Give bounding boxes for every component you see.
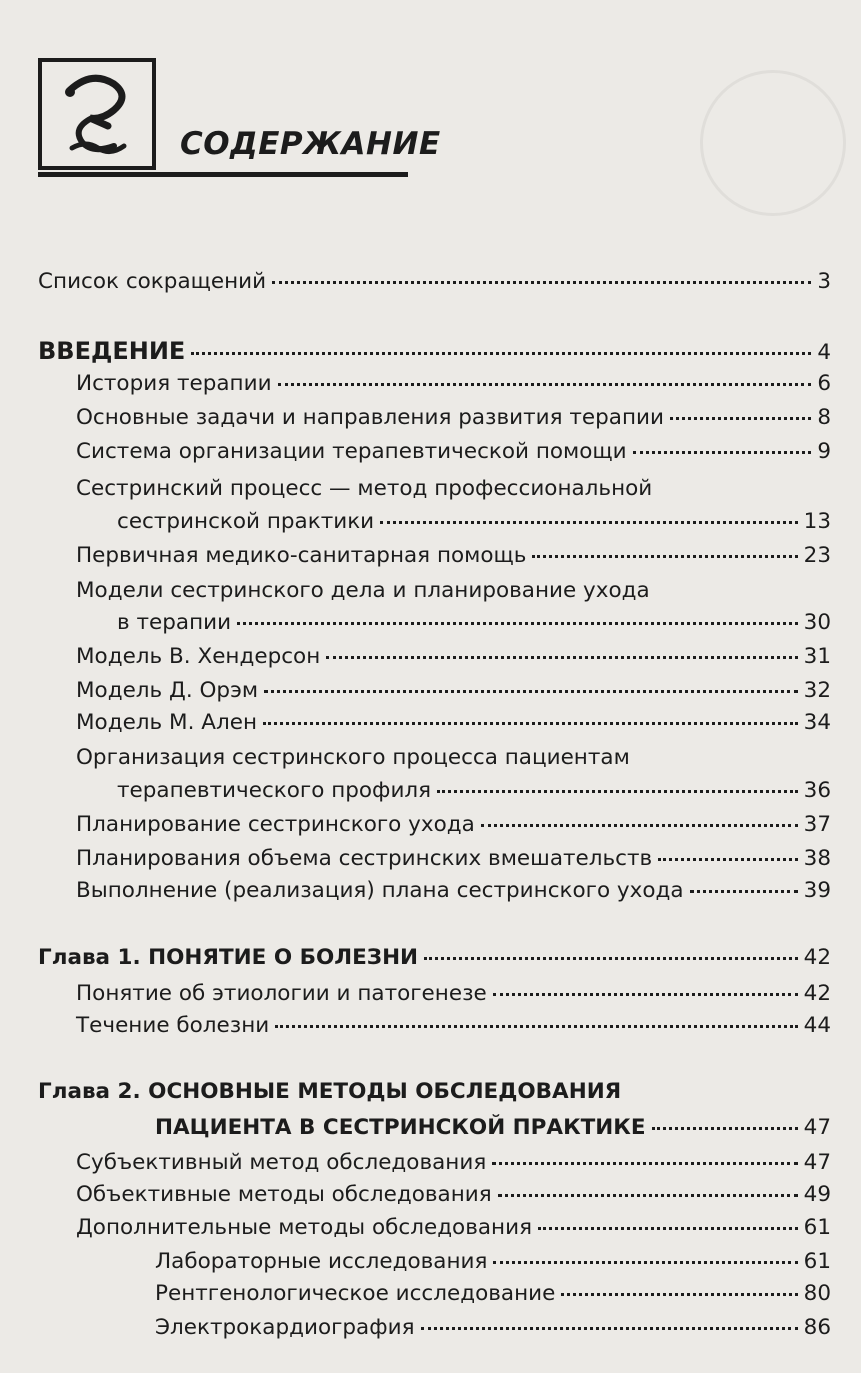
toc-entry: Дополнительные методы обследования 61 — [76, 1215, 831, 1240]
leader-dots — [237, 622, 798, 625]
toc-chapter: ПАЦИЕНТА В СЕСТРИНСКОЙ ПРАКТИКЕ 47 — [155, 1115, 831, 1140]
leader-dots — [481, 824, 798, 827]
toc-entry: Планирования объема сестринских вмешательств 38 — [76, 846, 831, 871]
leader-dots — [670, 417, 811, 420]
toc-entry-line: Модели сестринского дела и планирование ухода — [76, 578, 650, 603]
toc-entry: Понятие об этиологии и патогенезе 42 — [76, 981, 831, 1006]
leader-dots — [493, 1261, 797, 1264]
logo-frame — [38, 58, 156, 170]
toc-entry: Список сокращений 3 — [38, 269, 831, 294]
leader-dots — [278, 383, 812, 386]
toc-chapter-line: Глава 2. ОСНОВНЫЕ МЕТОДЫ ОБСЛЕДОВАНИЯ — [38, 1079, 622, 1104]
leader-dots — [532, 555, 797, 558]
toc-entry-line: Организация сестринского процесса пациентам — [76, 745, 630, 770]
leader-dots — [652, 1127, 798, 1130]
leader-dots — [437, 790, 798, 793]
toc-entry: Система организации терапевтической помощи 9 — [76, 439, 831, 464]
leader-dots — [264, 690, 798, 693]
leader-dots — [191, 352, 811, 355]
toc-entry: Основные задачи и направления развития терапии 8 — [76, 405, 831, 430]
leader-dots — [272, 281, 811, 284]
toc-entry: Рентгенологическое исследование 80 — [155, 1281, 831, 1306]
medical-snake-icon — [52, 70, 142, 162]
toc-entry: История терапии 6 — [76, 371, 831, 396]
toc-entry: Модель Д. Орэм 32 — [76, 678, 831, 703]
leader-dots — [690, 890, 798, 893]
title-underline — [38, 172, 408, 177]
toc-entry: Лабораторные исследования 61 — [155, 1249, 831, 1274]
toc-entry: Модель В. Хендерсон 31 — [76, 644, 831, 669]
page-title: СОДЕРЖАНИЕ — [180, 126, 441, 162]
leader-dots — [493, 993, 798, 996]
show-through-circle — [700, 70, 846, 216]
toc-entry: Планирование сестринского ухода 37 — [76, 812, 831, 837]
toc-entry: Электрокардиография 86 — [155, 1315, 831, 1340]
leader-dots — [380, 521, 797, 524]
toc-entry: сестринской практики 13 — [117, 509, 831, 534]
toc-entry: Течение болезни 44 — [76, 1013, 831, 1038]
toc-entry: в терапии 30 — [117, 610, 831, 635]
toc-entry: Модель М. Ален 34 — [76, 710, 831, 735]
leader-dots — [263, 722, 798, 725]
toc-entry: терапевтического профиля 36 — [117, 778, 831, 803]
toc-entry: Выполнение (реализация) плана сестринского ухода 39 — [76, 878, 831, 903]
toc-entry: Первичная медико-санитарная помощь 23 — [76, 543, 831, 568]
leader-dots — [633, 451, 812, 454]
leader-dots — [326, 656, 797, 659]
leader-dots — [561, 1293, 797, 1296]
toc-entry: Субъективный метод обследования 47 — [76, 1150, 831, 1175]
leader-dots — [421, 1327, 798, 1330]
toc-section: ВВЕДЕНИЕ 4 — [38, 337, 831, 365]
leader-dots — [538, 1227, 798, 1230]
leader-dots — [658, 858, 797, 861]
toc-chapter: Глава 1. ПОНЯТИЕ О БОЛЕЗНИ 42 — [38, 945, 831, 970]
toc-entry: Объективные методы обследования 49 — [76, 1182, 831, 1207]
leader-dots — [492, 1162, 797, 1165]
leader-dots — [275, 1025, 797, 1028]
leader-dots — [424, 957, 798, 960]
toc-entry-line: Сестринский процесс — метод профессиональной — [76, 476, 653, 501]
leader-dots — [498, 1194, 798, 1197]
